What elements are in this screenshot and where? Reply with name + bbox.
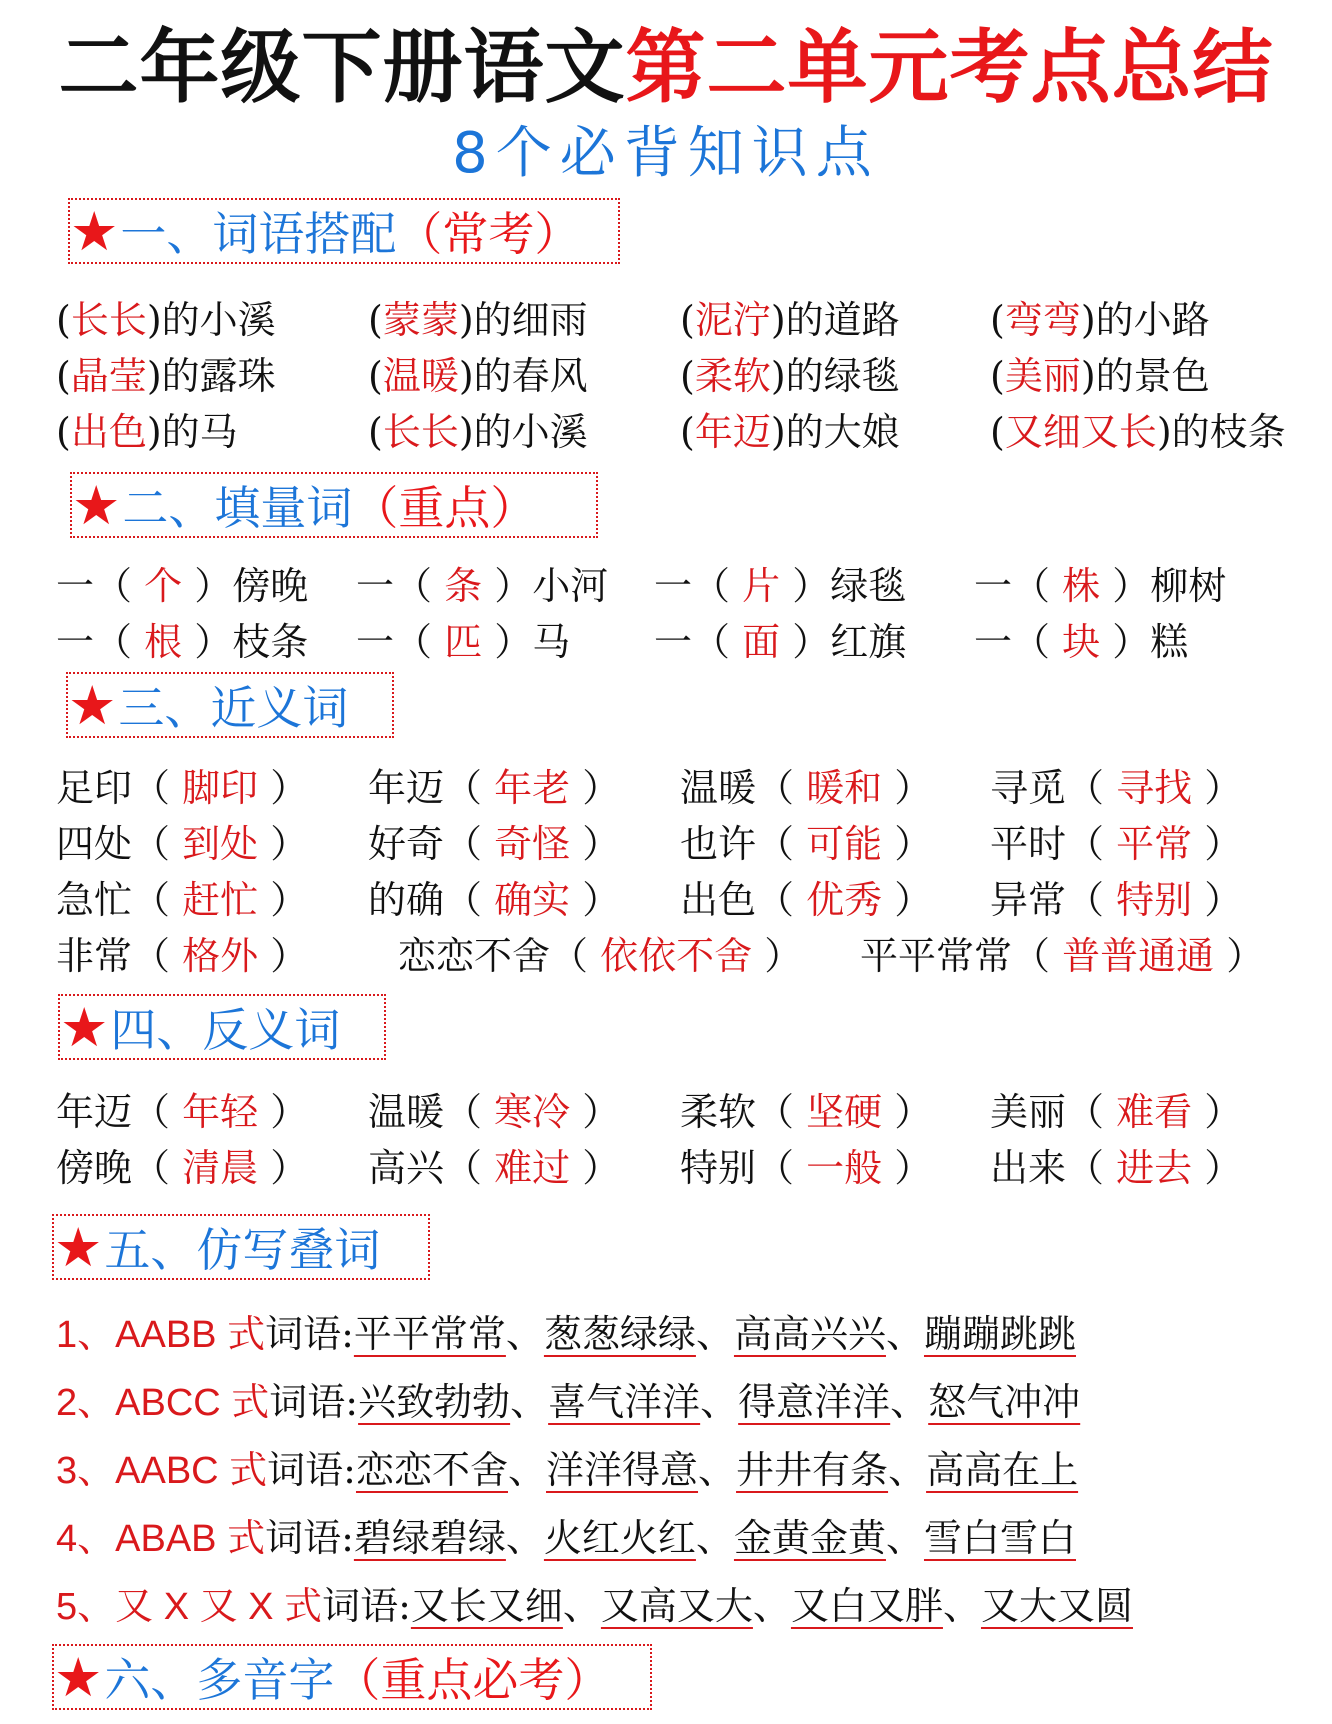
pattern-row: 5、又 X 又 X 式词语:又长又细、又高又大、又白又胖、又大又圆: [56, 1584, 1133, 1628]
word-pair: (长长)的小溪: [368, 410, 588, 454]
example-word: 金黄金黄: [733, 1516, 886, 1560]
answer: 难看: [1116, 1090, 1193, 1134]
answer: 根: [144, 620, 183, 664]
section-heading-reduplication: ★ 五、仿写叠词: [52, 1214, 430, 1280]
word-pair: 的确（ 确实 ）: [368, 878, 621, 922]
answer: 普普通通: [1062, 934, 1215, 978]
answer: 脚印: [182, 766, 259, 810]
word-pair: 温暖（ 暖和 ）: [680, 766, 933, 810]
word-pair: (晶莹)的露珠: [56, 354, 276, 398]
word-pair: 一（ 根 ）枝条: [56, 620, 309, 664]
page-subtitle: 8个必背知识点: [452, 121, 880, 186]
list-row: [0, 350, 1332, 402]
answer: 依依不舍: [600, 934, 753, 978]
word-pair: 恋恋不舍（ 依依不舍 ）: [398, 934, 803, 978]
answer: 难过: [494, 1146, 571, 1190]
pattern-row: 1、AABB 式词语:平平常常、葱葱绿绿、高高兴兴、蹦蹦跳跳: [56, 1312, 1076, 1356]
list-row: [0, 406, 1332, 458]
list-row: [0, 1086, 1332, 1138]
answer: 年轻: [182, 1090, 259, 1134]
word-pair: 平平常常（ 普普通通 ）: [860, 934, 1265, 978]
star-icon: ★: [72, 473, 121, 537]
pattern-label: 3、AABC 式: [56, 1450, 268, 1492]
answer: 年老: [494, 766, 571, 810]
answer: 块: [1062, 620, 1101, 664]
answer: 匹: [444, 620, 483, 664]
answer: 泥泞: [694, 298, 771, 342]
word-pair: 年迈（ 年轻 ）: [56, 1090, 309, 1134]
answer: 确实: [494, 878, 571, 922]
list-row: [0, 616, 1332, 668]
example-word: 又大又圆: [980, 1584, 1133, 1628]
word-pair: (温暖)的春风: [368, 354, 588, 398]
pattern-label: 5、又 X 又 X 式: [56, 1586, 323, 1628]
word-pair: 好奇（ 奇怪 ）: [368, 822, 621, 866]
answer: 暖和: [806, 766, 883, 810]
word-pair: (年迈)的大娘: [680, 410, 900, 454]
example-word: 蹦蹦跳跳: [923, 1312, 1076, 1356]
word-pair: 美丽（ 难看 ）: [990, 1090, 1243, 1134]
example-word: 怒气冲冲: [928, 1380, 1081, 1424]
word-pair: (又细又长)的枝条: [990, 410, 1286, 454]
star-icon: ★: [54, 1645, 103, 1709]
answer: 可能: [806, 822, 883, 866]
example-word: 碧绿碧绿: [353, 1516, 506, 1560]
answer: 优秀: [806, 878, 883, 922]
word-pair: 一（ 块 ）糕: [974, 620, 1189, 664]
answer: 美丽: [1004, 354, 1081, 398]
word-pair: 非常（ 格外 ）: [56, 934, 309, 978]
answer: 平常: [1116, 822, 1193, 866]
example-word: 又长又细: [410, 1584, 563, 1628]
section-heading-antonyms: ★ 四、反义词: [58, 994, 386, 1060]
answer: 温暖: [382, 354, 459, 398]
word-pair: (泥泞)的道路: [680, 298, 900, 342]
word-pair: (柔软)的绿毯: [680, 354, 900, 398]
answer: 坚硬: [806, 1090, 883, 1134]
example-word: 火红火红: [543, 1516, 696, 1560]
word-pair: 足印（ 脚印 ）: [56, 766, 309, 810]
answer: 格外: [182, 934, 259, 978]
example-word: 葱葱绿绿: [543, 1312, 696, 1356]
example-word: 雪白雪白: [923, 1516, 1076, 1560]
word-pair: 一（ 片 ）绿毯: [654, 564, 907, 608]
example-word: 又白又胖: [790, 1584, 943, 1628]
word-pair: 温暖（ 寒冷 ）: [368, 1090, 621, 1134]
section-heading-measure-words: ★ 二、填量词 （重点）: [70, 472, 598, 538]
word-pair: 高兴（ 难过 ）: [368, 1146, 621, 1190]
word-pair: 四处（ 到处 ）: [56, 822, 309, 866]
pattern-row: 3、AABC 式词语:恋恋不舍、洋洋得意、井井有条、高高在上: [56, 1448, 1079, 1492]
word-pair: 年迈（ 年老 ）: [368, 766, 621, 810]
answer: 又细又长: [1004, 410, 1157, 454]
word-pair: 一（ 面 ）红旗: [654, 620, 907, 664]
example-word: 平平常常: [353, 1312, 506, 1356]
answer: 柔软: [694, 354, 771, 398]
answer: 一般: [806, 1146, 883, 1190]
answer: 长长: [382, 410, 459, 454]
example-word: 喜气洋洋: [548, 1380, 701, 1424]
section-heading-polyphones: ★ 六、多音字 （重点必考）: [52, 1644, 652, 1710]
example-word: 井井有条: [736, 1448, 889, 1492]
example-word: 兴致勃勃: [358, 1380, 511, 1424]
list-row: [0, 1142, 1332, 1194]
word-pair: 一（ 个 ）傍晚: [56, 564, 309, 608]
example-word: 高高兴兴: [733, 1312, 886, 1356]
pattern-label: 1、AABB 式: [56, 1314, 266, 1356]
answer: 长长: [70, 298, 147, 342]
word-pair: (出色)的马: [56, 410, 238, 454]
answer: 到处: [182, 822, 259, 866]
list-row: [0, 818, 1332, 870]
word-pair: (弯弯)的小路: [990, 298, 1210, 342]
section-heading-collocation: ★ 一、词语搭配 （常考）: [68, 198, 620, 264]
word-pair: 急忙（ 赶忙 ）: [56, 878, 309, 922]
answer: 年迈: [694, 410, 771, 454]
answer: 弯弯: [1004, 298, 1081, 342]
word-pair: 平时（ 平常 ）: [990, 822, 1243, 866]
example-word: 高高在上: [926, 1448, 1079, 1492]
word-pair: 出来（ 进去 ）: [990, 1146, 1243, 1190]
list-row: [0, 762, 1332, 814]
star-icon: ★: [60, 995, 109, 1059]
answer: 蒙蒙: [382, 298, 459, 342]
list-row: [0, 874, 1332, 926]
word-pair: 也许（ 可能 ）: [680, 822, 933, 866]
word-pair: (美丽)的景色: [990, 354, 1210, 398]
section-heading-synonyms: ★ 三、近义词: [66, 672, 394, 738]
example-word: 洋洋得意: [546, 1448, 699, 1492]
answer: 面: [742, 620, 781, 664]
answer: 赶忙: [182, 878, 259, 922]
example-word: 又高又大: [600, 1584, 753, 1628]
answer: 晶莹: [70, 354, 147, 398]
word-pair: 出色（ 优秀 ）: [680, 878, 933, 922]
list-row: [0, 560, 1332, 612]
pattern-row: 2、ABCC 式词语:兴致勃勃、喜气洋洋、得意洋洋、怒气冲冲: [56, 1380, 1081, 1424]
list-row: [0, 930, 1332, 982]
answer: 条: [444, 564, 483, 608]
answer: 出色: [70, 410, 147, 454]
word-pair: 傍晚（ 清晨 ）: [56, 1146, 309, 1190]
answer: 特别: [1116, 878, 1193, 922]
page-title: 二年级下册语文第二单元考点总结: [58, 21, 1274, 114]
answer: 寻找: [1116, 766, 1193, 810]
pattern-row: 4、ABAB 式词语:碧绿碧绿、火红火红、金黄金黄、雪白雪白: [56, 1516, 1076, 1560]
list-row: [0, 294, 1332, 346]
word-pair: 一（ 株 ）柳树: [974, 564, 1227, 608]
pattern-label: 4、ABAB 式: [56, 1518, 266, 1560]
word-pair: 柔软（ 坚硬 ）: [680, 1090, 933, 1134]
answer: 片: [742, 564, 781, 608]
answer: 奇怪: [494, 822, 571, 866]
answer: 株: [1062, 564, 1101, 608]
answer: 清晨: [182, 1146, 259, 1190]
word-pair: 一（ 匹 ）马: [356, 620, 571, 664]
star-icon: ★: [68, 673, 117, 737]
word-pair: 特别（ 一般 ）: [680, 1146, 933, 1190]
word-pair: (蒙蒙)的细雨: [368, 298, 588, 342]
word-pair: 寻觅（ 寻找 ）: [990, 766, 1243, 810]
pattern-label: 2、ABCC 式: [56, 1382, 270, 1424]
answer: 寒冷: [494, 1090, 571, 1134]
star-icon: ★: [70, 199, 119, 263]
word-pair: 异常（ 特别 ）: [990, 878, 1243, 922]
answer: 个: [144, 564, 183, 608]
example-word: 恋恋不舍: [355, 1448, 508, 1492]
star-icon: ★: [54, 1215, 103, 1279]
example-word: 得意洋洋: [738, 1380, 891, 1424]
word-pair: (长长)的小溪: [56, 298, 276, 342]
word-pair: 一（ 条 ）小河: [356, 564, 609, 608]
answer: 进去: [1116, 1146, 1193, 1190]
